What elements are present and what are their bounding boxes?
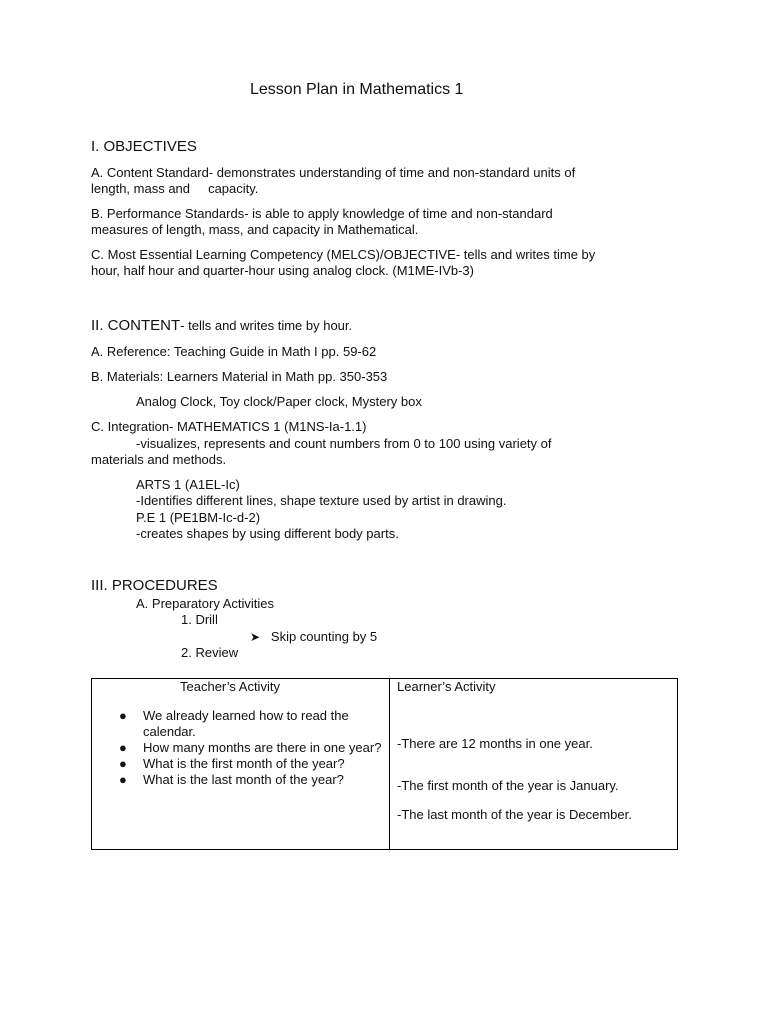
list-item: ● What is the last month of the year?	[119, 772, 344, 787]
drill-item-text: Skip counting by 5	[270, 629, 378, 644]
pe-code: P.E 1 (PE1BM-Ic-d-2)	[136, 510, 261, 525]
teacher-activity-list	[92, 708, 388, 788]
integration-line: C. Integration- MATHEMATICS 1 (M1NS-Ia-1.1)	[91, 419, 367, 434]
content-heading-rest: - tells and writes time by hour.	[180, 318, 353, 333]
teacher-activity-header: Teacher’s Activity	[180, 679, 280, 694]
objectives-heading: I. OBJECTIVES	[91, 138, 197, 155]
drill-item	[250, 629, 377, 645]
arts-desc: -Identifies different lines, shape texture used by artist in drawing.	[136, 493, 507, 508]
materials-list: Analog Clock, Toy clock/Paper clock, Mystery box	[136, 394, 422, 409]
bullet-icon: ●	[119, 740, 127, 755]
bullet-icon: ●	[119, 708, 127, 723]
performance-standard-line2: measures of length, mass, and capacity in Mathematical.	[91, 222, 419, 237]
content-standard-line1: A. Content Standard- demonstrates understanding of time and non-standard units of	[91, 165, 576, 180]
learner-answer: -There are 12 months in one year.	[397, 736, 593, 751]
list-item: ● We already learned how to read the calendar.	[119, 708, 349, 739]
list-item: ● How many months are there in one year?	[119, 740, 382, 755]
procedures-heading: III. PROCEDURES	[91, 577, 218, 594]
pe-desc: -creates shapes by using different body parts.	[136, 526, 399, 541]
content-standard-line2: length, mass and capacity.	[91, 181, 259, 196]
reference-line: A. Reference: Teaching Guide in Math I pp. 59-62	[91, 344, 377, 359]
integration-desc-line2: materials and methods.	[91, 452, 227, 467]
review-table	[91, 678, 678, 850]
review-label: 2. Review	[181, 645, 239, 660]
content-heading: II. CONTENT	[91, 317, 181, 334]
materials-line: B. Materials: Learners Material in Math pp. 350-353	[91, 369, 388, 384]
list-item: ● What is the first month of the year?	[119, 756, 345, 771]
melc-line2: hour, half hour and quarter-hour using analog clock. (M1ME-IVb-3)	[91, 263, 474, 278]
learner-activity-header: Learner’s Activity	[397, 679, 496, 694]
arts-code: ARTS 1 (A1EL-Ic)	[136, 477, 240, 492]
table-column-divider	[389, 679, 390, 849]
page-title: Lesson Plan in Mathematics 1	[250, 81, 464, 98]
melc-line1: C. Most Essential Learning Competency (MELCS)/OBJECTIVE- tells and writes time by	[91, 247, 596, 262]
learner-answer: -The first month of the year is January.	[397, 778, 619, 793]
bullet-icon: ●	[119, 772, 127, 787]
bullet-icon: ●	[119, 756, 127, 771]
content-heading-line	[91, 317, 352, 335]
learner-answer: -The last month of the year is December.	[397, 807, 632, 822]
drill-label: 1. Drill	[181, 612, 218, 627]
arrow-bullet-icon: ➤	[250, 630, 261, 644]
performance-standard-line1: B. Performance Standards- is able to apply knowledge of time and non-standard	[91, 206, 553, 221]
integration-desc-line1: -visualizes, represents and count numbers from 0 to 100 using variety of	[136, 436, 552, 451]
preparatory-activities: A. Preparatory Activities	[136, 596, 274, 611]
